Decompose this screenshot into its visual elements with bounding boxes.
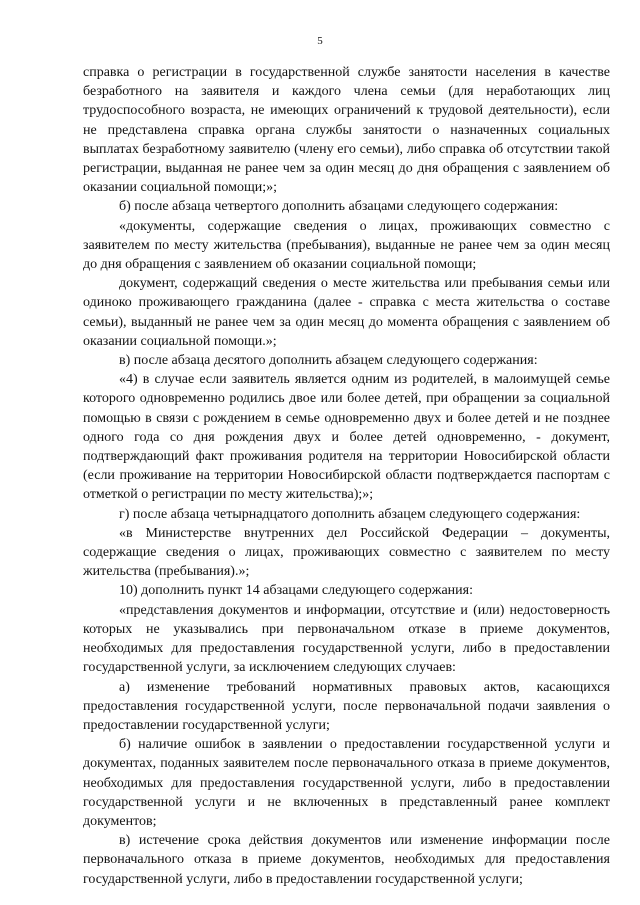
paragraph-2: б) после абзаца четвертого дополнить абзацами следующего содержания: bbox=[119, 199, 559, 215]
paragraph-8: «в Министерстве внутренних дел Российской Федерации – документы, содержащие сведения о лицах, проживающих совместно с заявителем по месту жительства (пребывания).»; bbox=[83, 525, 610, 580]
paragraph-9: 10) дополнить пункт 14 абзацами следующего содержания: bbox=[119, 583, 473, 599]
page-number: 5 bbox=[317, 35, 323, 47]
paragraph-7: г) после абзаца четырнадцатого дополнить абзацем следующего содержания: bbox=[119, 506, 581, 522]
paragraph-4: документ, содержащий сведения о месте жительства или пребывания семьи или одиноко проживающего гражданина (далее - справка с места жительства о составе семьи), выданный не ранее чем за один месяц до момента обращения с заявлением об оказании социальной помощи.»; bbox=[83, 276, 610, 349]
paragraph-1: справка о регистрации в государственной службе занятости населения в качестве безработного на заявителя и каждого члена семьи (для неработающих лиц трудоспособного возраста, не имеющих ограничений к трудовой деятельности), если не представлена справка органа службы занятости о назначенных социальных выплатах безработному заявителю (члену его семьи), либо справка об отсутствии такой регистрации, выданная не ранее чем за один месяц до дня обращения с заявлением об оказании социальной помощи;»; bbox=[83, 65, 610, 196]
paragraph-12: б) наличие ошибок в заявлении о предоставлении государственной услуги и документах, поданных заявителем после первоначального отказа в приеме документов, необходимых для предоставления государственной услуги, либо в предоставлении государственной услуги и не включенных в представленный ранее комплект документов; bbox=[83, 737, 610, 829]
paragraph-13: в) истечение срока действия документов или изменение информации после первоначального отказа в приеме документов, необходимых для предоставления государственной услуги, либо в предоставлении государственной услуги; bbox=[83, 833, 610, 887]
document-body bbox=[83, 63, 610, 889]
paragraph-3: «документы, содержащие сведения о лицах, проживающих совместно с заявителем по месту жительства (пребывания), выданные не ранее чем за один месяц до дня обращения с заявлением об оказании социальной помощи; bbox=[83, 218, 610, 273]
paragraph-10: «представления документов и информации, отсутствие и (или) недостоверность которых не указывались при первоначальном отказе в приеме документов, необходимых для предоставления государственной услуги, либо в предоставлении государственной услуги, за исключением следующих случаев: bbox=[83, 602, 610, 676]
paragraph-5: в) после абзаца десятого дополнить абзацем следующего содержания: bbox=[119, 353, 538, 369]
paragraph-11: а) изменение требований нормативных правовых актов, касающихся предоставления государственной услуги, после первоначальной подачи заявления о предоставлении государственной услуги; bbox=[83, 679, 610, 733]
paragraph-6: «4) в случае если заявитель является одним из родителей, в малоимущей семье которого одновременно родились двое или более детей, при обращении за социальной помощью в связи с рождением в семье одновременно двух и более детей и не позднее одного года со дня рождения двух и более детей одновременно, - документ, подтверждающий факт проживания родителя на территории Новосибирской области (если проживание на территории Новосибирской области подтверждается паспортам с отметкой о регистрации по месту жительства);»; bbox=[83, 372, 610, 503]
